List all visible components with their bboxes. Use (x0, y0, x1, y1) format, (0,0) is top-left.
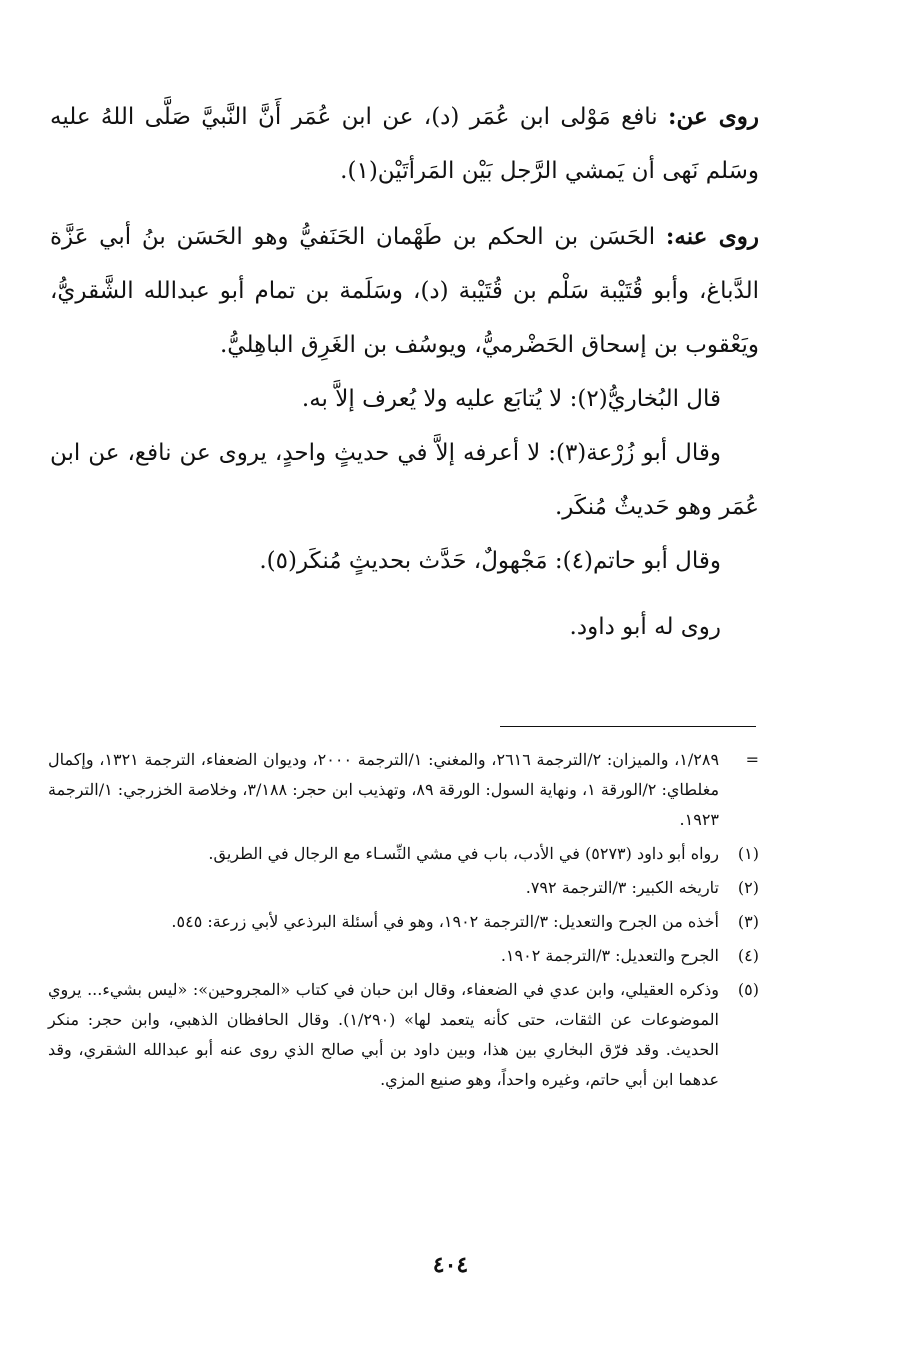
footnote-text: ١/٢٨٩، والميزان: ٢/الترجمة ٢٦١٦، والمغني: ١/الترجمة ٢٠٠٠، وديوان الضعفاء، الترجمة ١٣٢١، وإكمال مغلطاي: ٢/الورقة ١، ونهاية السول: الورقة ٨٩، وتهذيب ابن حجر: ٣/١٨٨، وخلاصة الخزرجي: ١/الترجمة ١٩٢٣. (48, 750, 720, 829)
paragraph-narrated-by (50, 210, 759, 372)
footnote-continuation (48, 745, 759, 835)
narrated-by-label: روى عنه: (665, 223, 759, 250)
footnote-mark: = (745, 750, 759, 769)
footnote-text: وذكره العقيلي، وابن عدي في الضعفاء، وقال ابن حبان في كتاب «المجروحين»: «ليس بشيء... يروي الموضوعات عن الثقات، حتى كأنه يتعمد لها» (١/٢٩٠). وقال الحافظان الذهبي، وابن حجر: منكر الحديث. وقد فرّق البخاري بين هذا، وبين داود بن أبي صالح الذي روى عنه أبو عبدالله الشقري، وقد عدهما ابن أبي حاتم، وغيره واحداً، وهو صنيع المزي. (48, 980, 720, 1089)
narrated-from-label: روى عن: (668, 103, 760, 130)
footnotes (48, 745, 759, 1099)
footnote-5 (48, 975, 759, 1095)
paragraph-bukhari: قال البُخاريُّ(٢): لا يُتابَع عليه ولا يُعرف إلاَّ به. (301, 386, 721, 412)
page-number: ٤٠٤ (432, 1252, 469, 1278)
main-text (50, 90, 759, 654)
footnote-text: الجرح والتعديل: ٣/الترجمة ١٩٠٢. (500, 946, 719, 965)
paragraph-abu-dawud: روى له أبو داود. (569, 614, 721, 640)
narrated-by-text: الحَسَن بن الحكم بن طَهْمان الحَنَفيُّ وهو الحَسَن بنُ أبي عَزَّة الدَّباغ، وأبو قُتَيْبة سَلْم بن قُتَيْبة (د)، وسَلَمة بن تمام أبو عبدالله الشَّقريُّ، ويَعْقوب بن إسحاق الحَضْرميُّ، ويوسُف بن الغَرِق الباهِليُّ. (50, 224, 759, 358)
footnote-2 (48, 873, 759, 903)
footnote-mark: (٣) (737, 912, 759, 931)
paragraph-abu-zura: وقال أبو زُرْعة(٣): لا أعرفه إلاَّ في حديثٍ واحدٍ، يروى عن نافع، عن ابن عُمَر وهو حَديثٌ مُنكَر. (50, 440, 759, 520)
footnote-text: رواه أبو داود (٥٢٧٣) في الأدب، باب في مشي النِّسـاء مع الرجال في الطريق. (208, 844, 719, 863)
footnote-text: تاريخه الكبير: ٣/الترجمة ٧٩٢. (525, 878, 719, 897)
paragraph-narrated-from (50, 90, 759, 198)
footnote-separator (500, 726, 756, 727)
footnote-text: أخذه من الجرح والتعديل: ٣/الترجمة ١٩٠٢، وهو في أسئلة البرذعي لأبي زرعة: ٥٤٥. (171, 912, 719, 931)
narrated-from-text: نافع مَوْلى ابن عُمَر (د)، عن ابن عُمَر أَنَّ النَّبيَّ صَلَّى اللهُ عليه وسَلم نَهى أن يَمشي الرَّجل بَيْن المَرأتَيْن(١). (50, 104, 759, 184)
footnote-mark: (٥) (737, 980, 759, 999)
footnote-mark: (٤) (737, 946, 759, 965)
footnote-mark: (٢) (737, 878, 759, 897)
footnote-4 (48, 941, 759, 971)
footnote-1 (48, 839, 759, 869)
paragraph-abu-hatim: وقال أبو حاتم(٤): مَجْهولٌ، حَدَّث بحديثٍ مُنكَر(٥). (259, 548, 721, 574)
footnote-3 (48, 907, 759, 937)
footnote-mark: (١) (737, 844, 759, 863)
